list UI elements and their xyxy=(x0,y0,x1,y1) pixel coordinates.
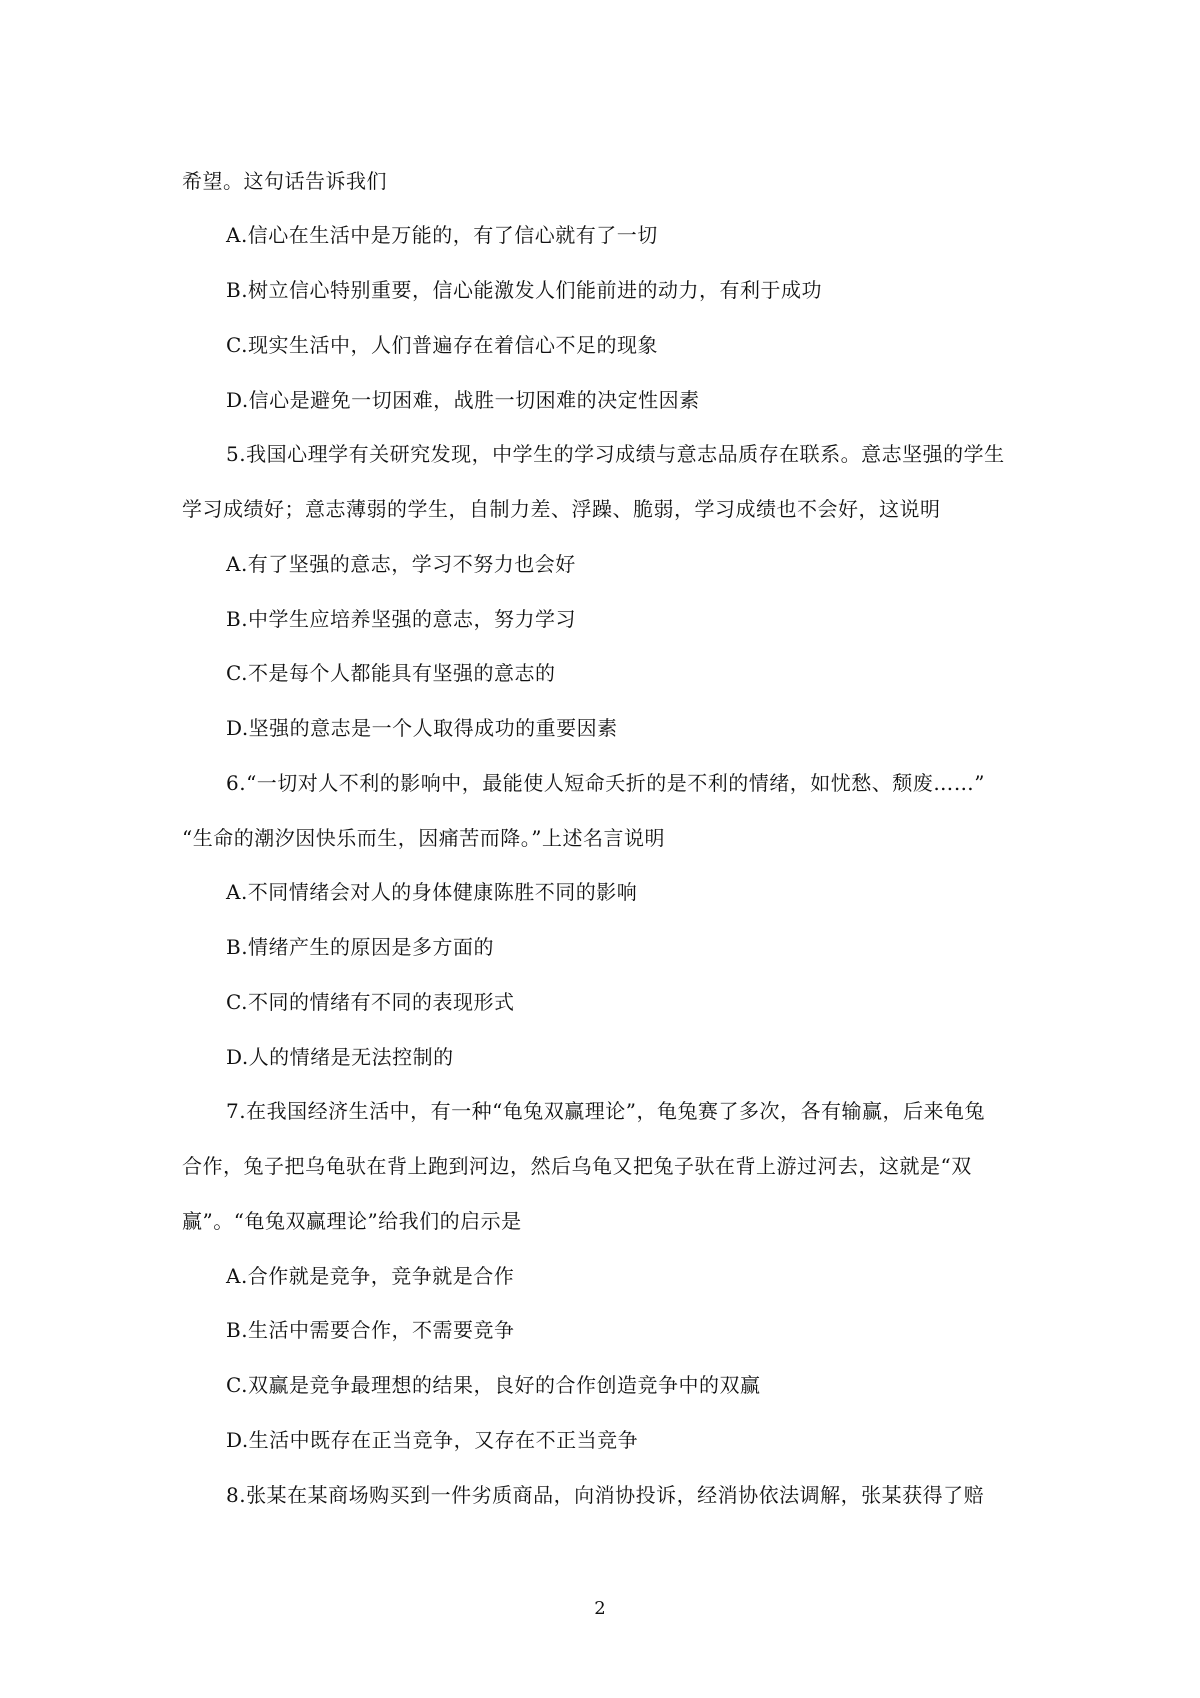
option-line: C.不是每个人都能具有坚强的意志的 xyxy=(226,661,556,685)
option-line: B.情绪产生的原因是多方面的 xyxy=(226,935,495,959)
text-line: 赢”。“龟兔双赢理论”给我们的启示是 xyxy=(182,1209,522,1233)
option-line: C.现实生活中，人们普遍存在着信心不足的现象 xyxy=(226,333,658,357)
option-line: B.树立信心特别重要，信心能激发人们能前进的动力，有利于成功 xyxy=(226,278,823,302)
text-line: 合作，兔子把乌龟驮在背上跑到河边，然后乌龟又把兔子驮在背上游过河去，这就是“双 xyxy=(182,1154,972,1178)
option-line: C.不同的情绪有不同的表现形式 xyxy=(226,990,515,1014)
option-line: D.信心是避免一切困难，战胜一切困难的决定性因素 xyxy=(226,388,700,412)
option-line: D.人的情绪是无法控制的 xyxy=(226,1045,454,1069)
question-line: 5.我国心理学有关研究发现，中学生的学习成绩与意志品质存在联系。意志坚强的学生 xyxy=(226,442,1005,466)
page-number: 2 xyxy=(594,1598,606,1619)
option-line: B.中学生应培养坚强的意志，努力学习 xyxy=(226,607,577,631)
question-line: 6.“一切对人不利的影响中，最能使人短命夭折的是不利的情绪，如忧愁、颓废……” xyxy=(226,771,986,795)
option-line: A.合作就是竞争，竞争就是合作 xyxy=(226,1264,515,1288)
question-line: 7.在我国经济生活中，有一种“龟兔双赢理论”，龟兔赛了多次，各有输赢，后来龟兔 xyxy=(226,1099,986,1123)
option-line: D.坚强的意志是一个人取得成功的重要因素 xyxy=(226,716,618,740)
option-line: B.生活中需要合作，不需要竞争 xyxy=(226,1318,515,1342)
option-line: C.双赢是竞争最理想的结果，良好的合作创造竞争中的双赢 xyxy=(226,1373,761,1397)
question-line: 8.张某在某商场购买到一件劣质商品，向消协投诉，经消协依法调解，张某获得了赔 xyxy=(226,1483,985,1507)
option-line: D.生活中既存在正当竞争，又存在不正当竞争 xyxy=(226,1428,639,1452)
text-line: 希望。这句话告诉我们 xyxy=(182,169,387,193)
option-line: A.信心在生活中是万能的，有了信心就有了一切 xyxy=(226,223,658,247)
option-line: A.不同情绪会对人的身体健康陈胜不同的影响 xyxy=(226,880,638,904)
text-line: 学习成绩好；意志薄弱的学生，自制力差、浮躁、脆弱，学习成绩也不会好，这说明 xyxy=(182,497,941,521)
text-line: “生命的潮汐因快乐而生，因痛苦而降。”上述名言说明 xyxy=(182,826,665,850)
option-line: A.有了坚强的意志，学习不努力也会好 xyxy=(226,552,576,576)
